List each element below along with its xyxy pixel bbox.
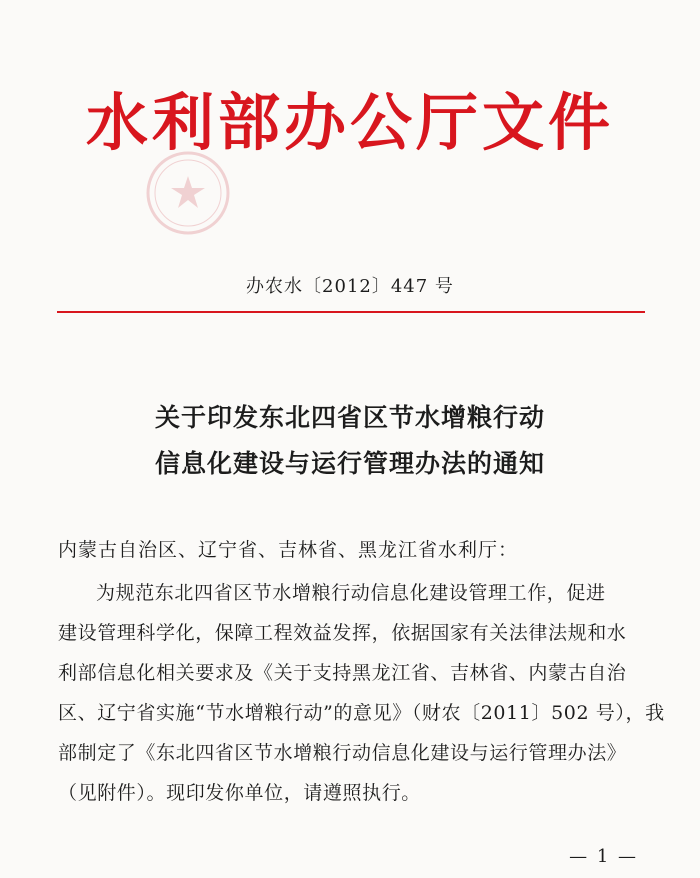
notice-title-line-2: 信息化建设与运行管理办法的通知 [154,449,545,478]
recipients: 内蒙古自治区、辽宁省、吉林省、黑龙江省水利厅： [58,539,519,561]
document-header-title: 水利部办公厅文件 [85,86,614,159]
page-number: — 1 — [569,846,638,867]
red-divider-line [57,311,645,313]
seal-stamp-icon [145,150,231,236]
body-line-4: 区、辽宁省实施“节水增粮行动”的意见》（财农〔2011〕502 号），我 [58,702,665,724]
body-line-3: 利部信息化相关要求及《关于支持黑龙江省、吉林省、内蒙古自治 [58,662,627,684]
notice-title-line-1: 关于印发东北四省区节水增粮行动 [154,403,545,432]
body-line-2: 建设管理科学化，保障工程效益发挥，依据国家有关法律法规和水 [58,622,627,644]
document-number: 办农水〔2012〕447 号 [246,276,454,297]
body-line-6: （见附件）。现印发你单位，请遵照执行。 [58,782,421,804]
body-line-1: 为规范东北四省区节水增粮行动信息化建设管理工作，促进 [96,582,606,604]
body-line-5: 部制定了《东北四省区节水增粮行动信息化建设与运行管理办法》 [58,742,627,764]
